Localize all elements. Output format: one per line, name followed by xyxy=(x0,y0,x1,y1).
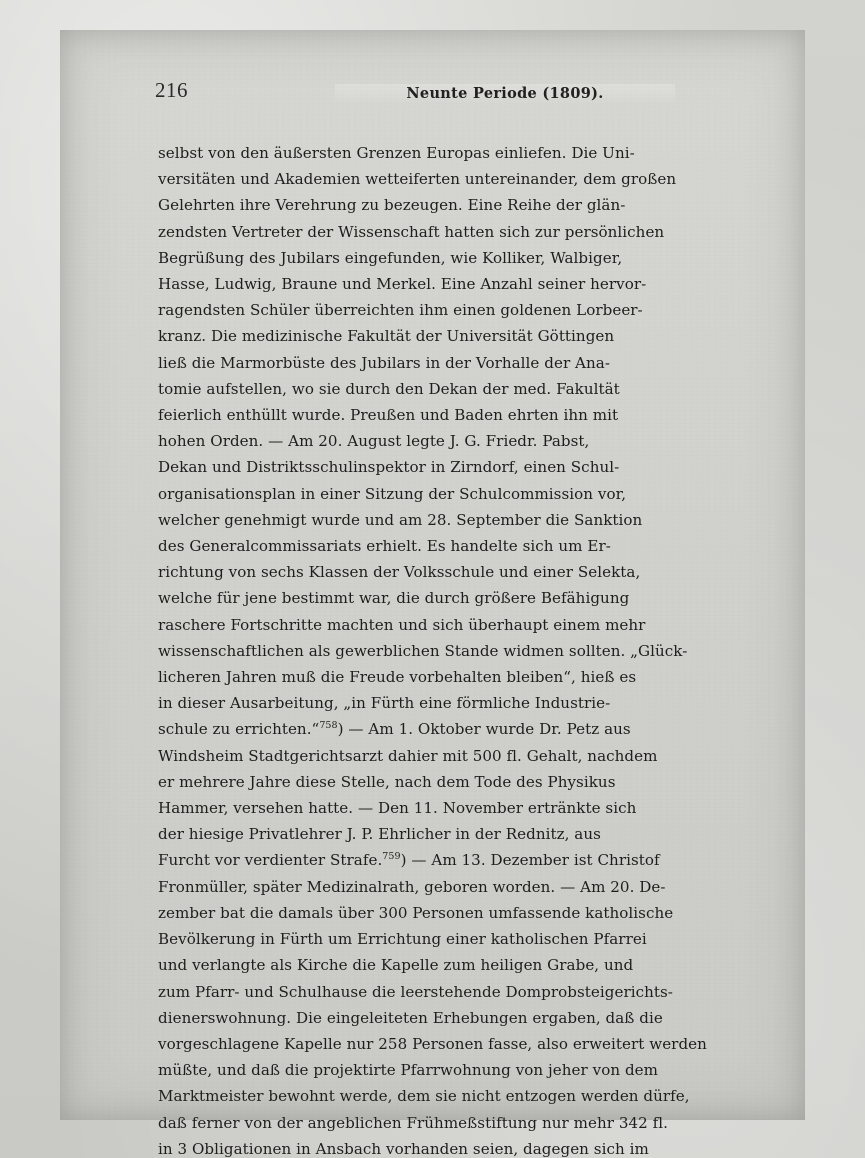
text-line: in 3 Obligationen in Ansbach vorhanden seien, dagegen sich im xyxy=(158,1139,649,1158)
text-line-with-footnote xyxy=(158,847,776,873)
text-line: kranz. Die medizinische Fakultät der Universität Göttingen xyxy=(158,327,615,346)
page-header xyxy=(155,78,775,108)
folio-number: 216 xyxy=(155,78,188,102)
text-line: tomie aufstellen, wo sie durch den Dekan der med. Fakultät xyxy=(158,379,620,398)
text-line: vorgeschlagene Kapelle nur 258 Personen fasse, also erweitert werden xyxy=(158,1034,707,1053)
text-line: feierlich enthüllt wurde. Preußen und Baden ehrten ihn mit xyxy=(158,406,619,425)
text-line: des Generalcommissariats erhielt. Es handelte sich um Er- xyxy=(158,537,611,556)
running-head: Neunte Periode (1809). xyxy=(335,84,675,104)
text-line: Dekan und Distriktsschulinspektor in Zirndorf, einen Schul- xyxy=(158,458,620,477)
text-line: daß ferner von der angeblichen Frühmeßstiftung nur mehr 342 fl. xyxy=(158,1113,668,1132)
text-line: welche für jene bestimmt war, die durch größere Befähigung xyxy=(158,589,630,608)
text-line: ragendsten Schüler überreichten ihm einen goldenen Lorbeer- xyxy=(158,301,643,320)
text-line: richtung von sechs Klassen der Volksschule und einer Selekta, xyxy=(158,563,641,582)
text-line: und verlangte als Kirche die Kapelle zum heiligen Grabe, und xyxy=(158,956,634,975)
text-line: selbst von den äußersten Grenzen Europas einliefen. Die Uni- xyxy=(158,144,635,162)
text-line: Windsheim Stadtgerichtsarzt dahier mit 500 fl. Gehalt, nachdem xyxy=(158,746,658,765)
text-line: welcher genehmigt wurde und am 28. September die Sanktion xyxy=(158,510,643,529)
text-line: Begrüßung des Jubilars eingefunden, wie Kolliker, Walbiger, xyxy=(158,248,623,267)
paragraph xyxy=(158,140,776,1158)
text-line: hohen Orden. — Am 20. August legte J. G. Friedr. Pabst, xyxy=(158,432,590,451)
text-line: zendsten Vertreter der Wissenschaft hatten sich zur persönlichen xyxy=(158,222,665,241)
text-line: zember bat die damals über 300 Personen umfassende katholische xyxy=(158,903,674,922)
line-tail: ) — Am 1. Oktober wurde Dr. Petz aus xyxy=(337,720,631,739)
text-line: versitäten und Akademien wetteiferten untereinander, dem großen xyxy=(158,170,677,189)
page-sheet xyxy=(60,30,805,1158)
text-line: Hasse, Ludwig, Braune und Merkel. Eine Anzahl seiner hervor- xyxy=(158,275,647,294)
text-line: er mehrere Jahre diese Stelle, nach dem Tode des Physikus xyxy=(158,772,616,791)
text-line: raschere Fortschritte machten und sich überhaupt einem mehr xyxy=(158,615,646,634)
footnote-marker: 759 xyxy=(382,851,401,863)
text-line-with-footnote xyxy=(158,716,776,742)
text-line: Hammer, versehen hatte. — Den 11. November ertränkte sich xyxy=(158,799,637,818)
text-line: Fronmüller, später Medizinalrath, geboren worden. — Am 20. De- xyxy=(158,877,666,896)
text-line: dienerswohnung. Die eingeleiteten Erhebungen ergaben, daß die xyxy=(158,1008,663,1027)
text-line: ließ die Marmorbüste des Jubilars in der Vorhalle der Ana- xyxy=(158,353,610,372)
text-line: zum Pfarr- und Schulhause die leerstehende Domprobsteigerichts- xyxy=(158,982,673,1001)
footnote-marker: 758 xyxy=(319,720,338,732)
body-text xyxy=(158,140,776,1158)
text-line: licheren Jahren muß die Freude vorbehalten bleiben“, hieß es xyxy=(158,668,637,687)
text-line: der hiesige Privatlehrer J. P. Ehrlicher in der Rednitz, aus xyxy=(158,825,601,844)
text-line: in dieser Ausarbeitung, „in Fürth eine förmliche Industrie- xyxy=(158,694,611,713)
text-line: Bevölkerung in Fürth um Errichtung einer katholischen Pfarrei xyxy=(158,930,647,949)
text-line: organisationsplan in einer Sitzung der Schulcommission vor, xyxy=(158,484,627,503)
line-text: Furcht vor verdienter Strafe. xyxy=(158,851,383,870)
text-line: Marktmeister bewohnt werde, dem sie nicht entzogen werden dürfe, xyxy=(158,1087,690,1106)
line-text: schule zu errichten.“ xyxy=(158,720,320,739)
text-line: wissenschaftlichen als gewerblichen Stande widmen sollten. „Glück- xyxy=(158,641,688,660)
line-tail: ) — Am 13. Dezember ist Christof xyxy=(400,851,660,870)
text-line: Gelehrten ihre Verehrung zu bezeugen. Eine Reihe der glän- xyxy=(158,196,626,215)
text-line: müßte, und daß die projektirte Pfarrwohnung von jeher von dem xyxy=(158,1061,659,1080)
